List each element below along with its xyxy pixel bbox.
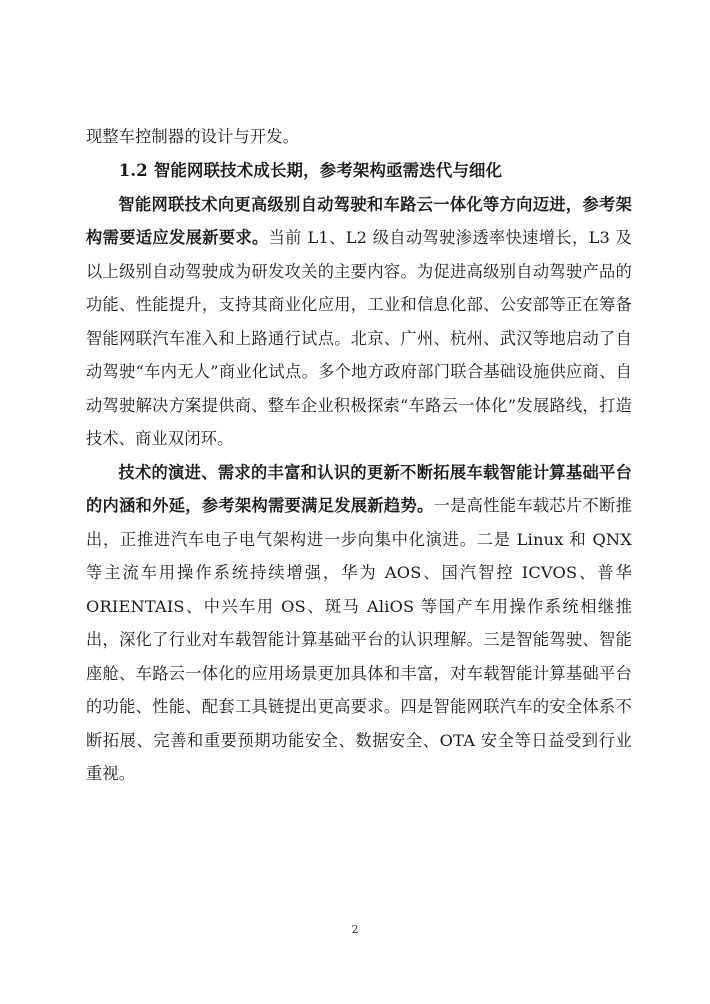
page-number: 2 xyxy=(351,923,359,936)
paragraph-lead-sentence: 智能网联技术向更高级别自动驾驶和车路云一体化等方向迈进，参考架构需要适应发展新要求。 xyxy=(86,194,632,247)
paragraph-continuation: 现整车控制器的设计与开发。 xyxy=(86,127,300,146)
paragraph-tech-evolution xyxy=(86,456,632,791)
paragraph-text: 一是高性能车载芯片不断推出，正推进汽车电子电气架构进一步向集中化演进。二是 Linux 和 QNX 等主流车用操作系统持续增强，华为 AOS、国汽智控 ICVOS、普华 ORIENTAIS、中兴车用 OS、斑马 AliOS 等国产车用操作系统相继推出，深化了行业对车载智能计算基础平台的认识理解。三是智能驾驶、智能座舱、车路云一体化的应用场景更加具体和丰富，对车载智能计算基础平台的功能、性能、配套工具链提出更高要求。四是智能网联汽车的安全体系不断拓展、完善和重要预期功能安全、数据安全、OTA 安全等日益受到行业重视。 xyxy=(86,496,633,783)
paragraph-lead-sentence: 技术的演进、需求的丰富和认识的更新不断拓展车载智能计算基础平台的内涵和外延，参考架构需要满足发展新趋势。 xyxy=(86,462,632,515)
paragraph-text: 当前 L1、L2 级自动驾驶渗透率快速增长，L3 及以上级别自动驾驶成为研发攻关的主要内容。为促进高级别自动驾驶产品的功能、性能提升，支持其商业化应用，工业和信息化部、公安部等正在筹备智能网联汽车准入和上路通行试点。北京、广州、杭州、武汉等地启动了自动驾驶“车内无人”商业化试点。多个地方政府部门联合基础设施供应商、自动驾驶解决方案提供商、整车企业积极探索“车路云一体化”发展路线，打造技术、商业双闭环。 xyxy=(86,228,633,448)
paragraph-tech-growth xyxy=(86,188,632,456)
section-heading-1-2: 1.2 智能网联技术成长期，参考架构亟需迭代与细化 xyxy=(118,160,503,180)
document-body xyxy=(86,120,632,791)
